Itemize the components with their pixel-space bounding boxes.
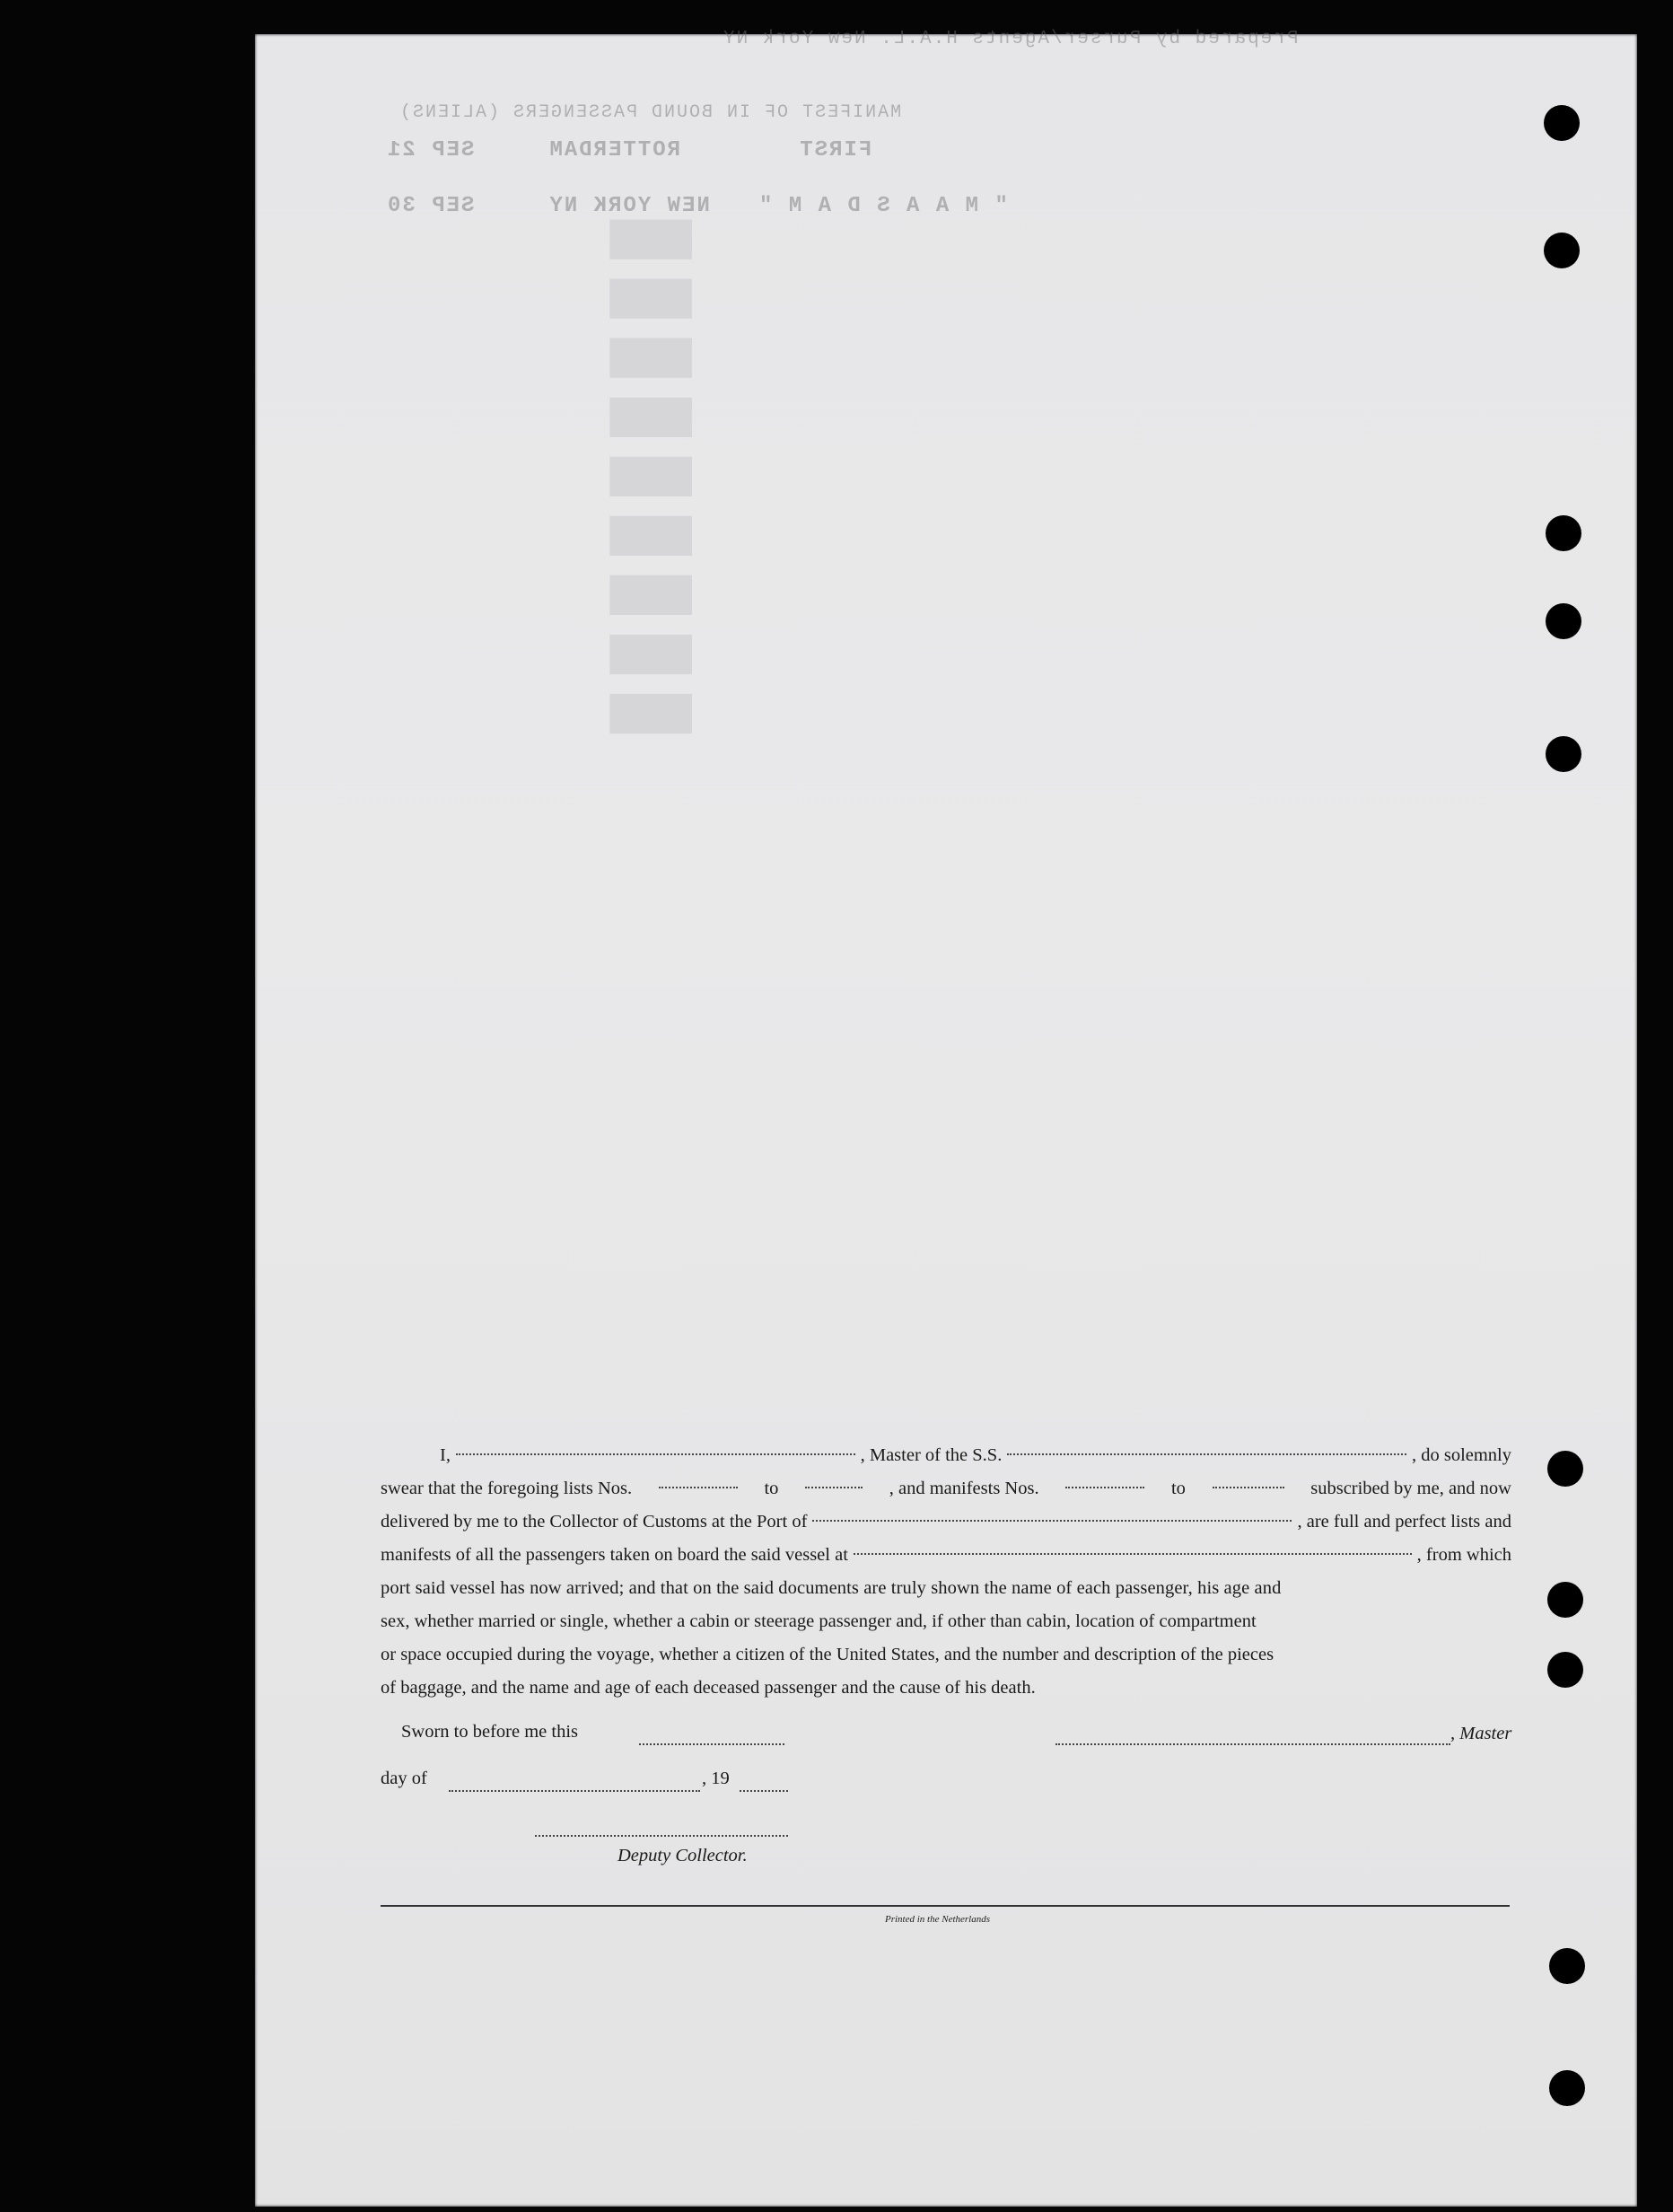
list-to-blank[interactable] [805, 1487, 863, 1488]
binder-hole-2 [1544, 233, 1580, 268]
manifest-from-blank[interactable] [1065, 1487, 1144, 1488]
oath-line-1 [381, 1439, 1511, 1472]
lists-perfect-label: , are full and perfect lists and [1297, 1512, 1511, 1532]
vessel-at-label: manifests of all the passengers taken on board the said vessel at [381, 1545, 848, 1565]
deputy-collector-label: Deputy Collector. [618, 1846, 748, 1865]
lists-nos-label: swear that the foregoing lists Nos. [381, 1479, 633, 1498]
binder-hole-6 [1547, 1451, 1583, 1487]
master-oath [381, 1439, 1511, 1705]
bleedthrough-line-5: " M A A S D A M " [758, 194, 1008, 218]
oath-line-7: or space occupied during the voyage, whether a citizen of the United States, and the number and description of the pieces [381, 1645, 1274, 1664]
master-label: , Master [1450, 1724, 1512, 1743]
oath-line-3 [381, 1505, 1511, 1539]
master-signature-blank[interactable] [1055, 1743, 1450, 1745]
bleedthrough-stamp: ▮▮▮▮▮▮▮▮▮ [600, 209, 720, 743]
bleedthrough-line-3: FIRST ROTTERDAM SEP 21 [386, 138, 872, 162]
document-page [255, 29, 1637, 2207]
master-of-label: , Master of the S.S. [860, 1445, 1003, 1465]
bleedthrough-line-4: NEW YORK NY SEP 30 [386, 194, 710, 218]
port-blank[interactable] [812, 1520, 1292, 1522]
manifest-to-blank[interactable] [1213, 1487, 1284, 1488]
binder-hole-10 [1549, 2070, 1585, 2106]
oath-line-2 [381, 1472, 1511, 1505]
oath-line-6: sex, whether married or single, whether a cabin or steerage passenger and, if other than cabin, location of compartment [381, 1611, 1257, 1631]
binder-hole-9 [1549, 1948, 1585, 1984]
binder-hole-1 [1544, 105, 1580, 141]
oath-line-4 [381, 1539, 1511, 1572]
sworn-label: Sworn to before me this [401, 1722, 578, 1742]
footer-rule [381, 1905, 1510, 1907]
year-label: , 19 [702, 1769, 730, 1788]
oath-line-8: of baggage, and the name and age of each deceased passenger and the cause of his death. [381, 1678, 1036, 1698]
binder-hole-5 [1546, 736, 1581, 772]
binder-hole-3 [1546, 515, 1581, 551]
subscribed-label: subscribed by me, and now [1310, 1479, 1511, 1498]
day-of-blank[interactable] [449, 1790, 700, 1792]
bleedthrough-line-2: MANIFEST OF IN BOUND PASSENGERS (ALIENS) [399, 102, 902, 123]
binder-hole-4 [1546, 603, 1581, 639]
from-which-label: , from which [1416, 1545, 1511, 1565]
day-of-label: day of [381, 1769, 427, 1788]
list-from-blank[interactable] [659, 1487, 738, 1488]
ship-name-blank[interactable] [1007, 1453, 1406, 1455]
port-label: delivered by me to the Collector of Customs at the Port of [381, 1512, 808, 1532]
bleedthrough-line-1: Prepared by Purser/Agents H.A.L. New York NY [722, 29, 1299, 49]
printed-note: Printed in the Netherlands [885, 1914, 991, 1925]
departure-port-blank[interactable] [854, 1553, 1412, 1555]
binder-hole-8 [1547, 1652, 1583, 1688]
oath-line-5: port said vessel has now arrived; and that on the said documents are truly shown the name of each passenger, his age and [381, 1578, 1282, 1598]
sworn-date-blank[interactable] [639, 1743, 784, 1745]
manifests-nos-label: , and manifests Nos. [889, 1479, 1039, 1498]
solemnly-label: , do solemnly [1411, 1445, 1512, 1465]
manifests-to-label: to [1170, 1479, 1186, 1498]
binder-hole-7 [1547, 1582, 1583, 1618]
lists-to-label: to [764, 1479, 779, 1498]
master-name-blank[interactable] [456, 1453, 855, 1455]
year-blank[interactable] [740, 1790, 788, 1792]
oath-pronoun: I, [440, 1445, 451, 1465]
deputy-signature-blank[interactable] [535, 1835, 788, 1837]
